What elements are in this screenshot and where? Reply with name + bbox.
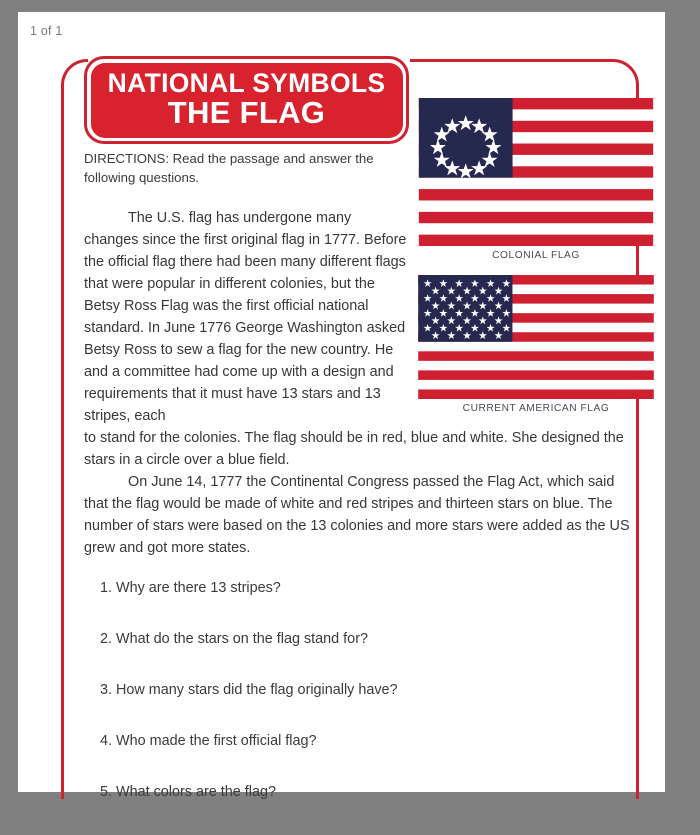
colonial-flag-caption: COLONIAL FLAG	[492, 250, 580, 261]
colonial-flag-icon	[418, 98, 654, 246]
colonial-flag-block	[418, 98, 654, 261]
current-american-flag-block	[418, 275, 654, 414]
title-line-national-symbols: NATIONAL SYMBOLS	[107, 67, 386, 98]
questions-list	[84, 580, 624, 800]
passage-wide-continuation: to stand for the colonies. The flag should be in red, blue and white. She designed the stars in a circle over a blue field.	[84, 430, 624, 469]
question-item-3: 3. How many stars did the flag originally have?	[100, 681, 398, 698]
flags-illustration-column	[418, 98, 654, 428]
question-item-2: 2. What do the stars on the flag stand for?	[100, 630, 368, 647]
title-badge-inner	[91, 63, 403, 138]
worksheet-title-badge	[84, 56, 409, 144]
question-item-1: 1. Why are there 13 stripes?	[100, 579, 281, 596]
title-line-the-flag: THE FLAG	[167, 94, 326, 130]
document-page	[18, 12, 665, 800]
page-counter: 1 of 1	[30, 24, 63, 38]
current-american-flag-icon	[418, 275, 654, 399]
question-item-4: 4. Who made the first official flag?	[100, 732, 317, 749]
passage-wide-column	[84, 428, 636, 560]
passage-paragraph-2: On June 14, 1777 the Continental Congress passed the Flag Act, which said that the flag would be made of white and red stripes and thirteen stars on blue. The number of stars were based on the 13 colonies and more stars were added as the US grew and got more states.	[84, 474, 630, 556]
current-american-flag-caption: CURRENT AMERICAN FLAG	[462, 403, 610, 414]
directions-text: DIRECTIONS: Read the passage and answer the following questions.	[84, 151, 374, 185]
question-item-5: 5. What colors are the flag?	[100, 783, 276, 800]
passage-narrow-column: The U.S. flag has undergone many changes since the first original flag in 1777. Before the official flag there had been many different flags that were popular in different colonies, but the Betsy Ross Flag was the first official national standard. In June 1776 George Washington asked Betsy Ross to sew a flag for the new country. He and a committee had come up with a design and requirements that it must have 13 stars and 13 stripes, each	[84, 210, 407, 425]
